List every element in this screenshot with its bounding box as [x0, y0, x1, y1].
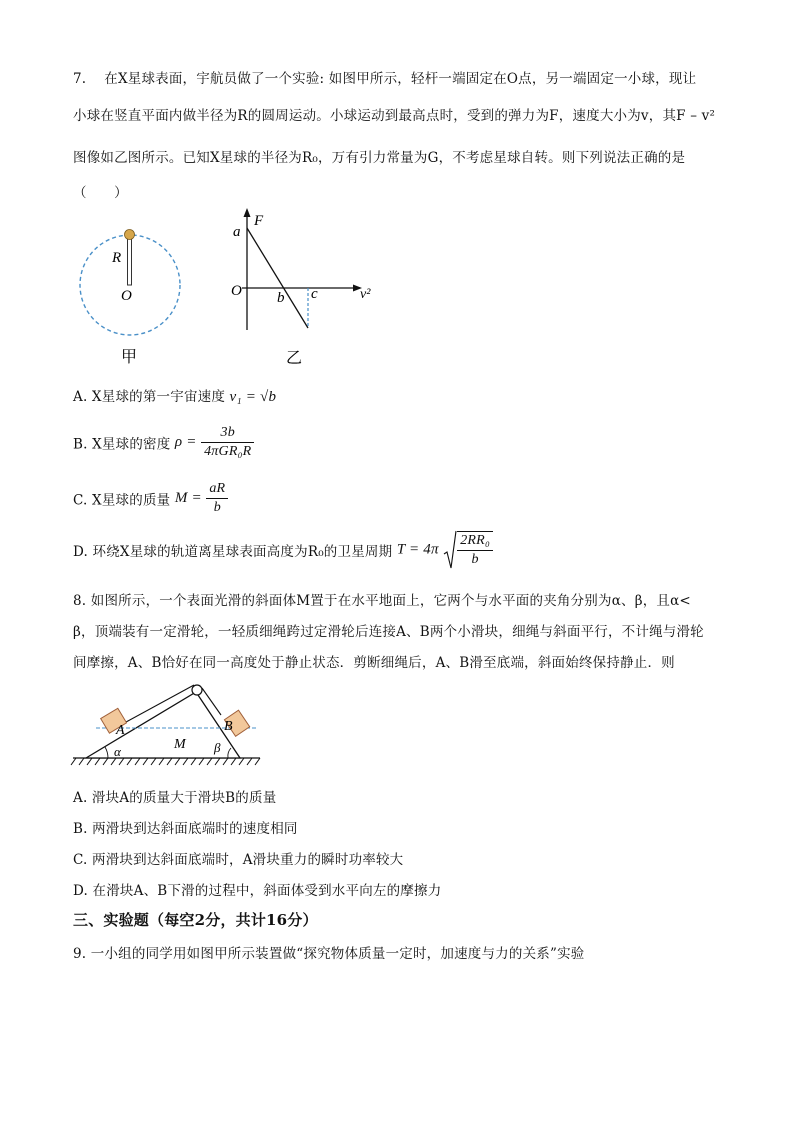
- label-F: F: [254, 213, 264, 229]
- light-rod: [128, 235, 132, 285]
- label-B: B: [224, 719, 233, 734]
- q7-option-b[interactable]: B. X星球的密度 ρ = $\frac{3b}{\text{4πGR₀R}}$: [73, 424, 254, 461]
- label-b: b: [277, 290, 285, 306]
- caption-yi: 乙: [286, 348, 303, 367]
- q7-number: 7.: [73, 71, 87, 87]
- q8-line-3: 间摩擦，A、B恰好在同一高度处于静止状态．剪断细绳后，A、B滑至底端，斜面始终保持静止．则: [73, 655, 675, 671]
- q8-option-b[interactable]: B. 两滑块到达斜面底端时的速度相同: [73, 821, 298, 837]
- q8-option-a[interactable]: A. 滑块A的质量大于滑块B的质量: [73, 790, 277, 806]
- q8-line-2: β，顶端装有一定滑轮，一轻质细绳跨过定滑轮后连接A、B两个小滑块，细绳与斜面平行，不计绳与滑轮: [73, 624, 704, 640]
- formula-a: v₁ = √b: [229, 389, 277, 405]
- q7-line-3: 图像如乙图所示。已知X星球的半径为R₀，万有引力常量为G，不考虑星球自转。则下列说法正确的是: [73, 150, 686, 166]
- ball: [125, 230, 135, 240]
- f-axis-arrow: [244, 208, 251, 217]
- q7-line-2: 小球在竖直平面内做半径为R的圆周运动。小球运动到最高点时，受到的弹力为F，速度大小为v，其F – v²: [73, 108, 716, 124]
- label-O: O: [121, 288, 132, 304]
- label-alpha: α: [114, 744, 121, 759]
- q9-line-1: 9. 一小组的同学用如图甲所示装置做“探究物体质量一定时，加速度与力的关系”实验: [73, 946, 585, 962]
- label-v2: v²: [360, 287, 371, 302]
- ground-hatching: [71, 758, 260, 765]
- label-M: M: [174, 737, 186, 752]
- label-R: R: [112, 250, 122, 266]
- fraction-c: $\frac{aR}{b}$: [206, 480, 228, 517]
- q7-line-1: [73, 67, 696, 87]
- section-3-heading: 三、实验题（每空2分，共计16分）: [73, 911, 318, 929]
- q8-incline-figure: [68, 680, 268, 770]
- label-beta: β: [214, 740, 221, 755]
- q7-option-a[interactable]: A. X星球的第一宇宙速度 v₁ = √b: [73, 389, 277, 405]
- q8-option-d[interactable]: D. 在滑块A、B下滑的过程中，斜面体受到水平向左的摩擦力: [73, 883, 442, 899]
- pulley: [192, 685, 202, 695]
- q8-line-1: 8. 如图所示，一个表面光滑的斜面体M置于在水平地面上，它两个与水平面的夹角分别为α、β，且α<: [73, 593, 691, 609]
- caption-jia: 甲: [121, 347, 138, 366]
- fraction-b: $\frac{3b}{\text{4πGR₀R}}$: [201, 424, 254, 461]
- label-O: O: [231, 283, 242, 299]
- q7-option-d[interactable]: D. 环绕X星球的轨道离星球表面高度为R₀的卫星周期 T = 4π $\frac{\text{2RR₀}}{b}$: [73, 530, 493, 570]
- q7-option-c[interactable]: C. X星球的质量 M = $\frac{aR}{b}$: [73, 480, 228, 517]
- q7-figure-jia: [74, 222, 189, 367]
- q8-option-c[interactable]: C. 两滑块到达斜面底端时，A滑块重力的瞬时功率较大: [73, 852, 404, 868]
- sqrt-d: $\frac{\text{2RR₀}}{b}$: [443, 530, 493, 570]
- q7-stem-1: 在X星球表面，宇航员做了一个实验: 如图甲所示，轻杆一端固定在O点，另一端固定一小球，现让: [104, 71, 697, 87]
- label-c: c: [311, 286, 318, 302]
- label-a: a: [233, 224, 241, 240]
- q7-figure-yi: [222, 205, 382, 370]
- label-A: A: [116, 723, 125, 738]
- graph-line: [247, 228, 308, 328]
- q7-answer-paren: （ ）: [73, 185, 128, 201]
